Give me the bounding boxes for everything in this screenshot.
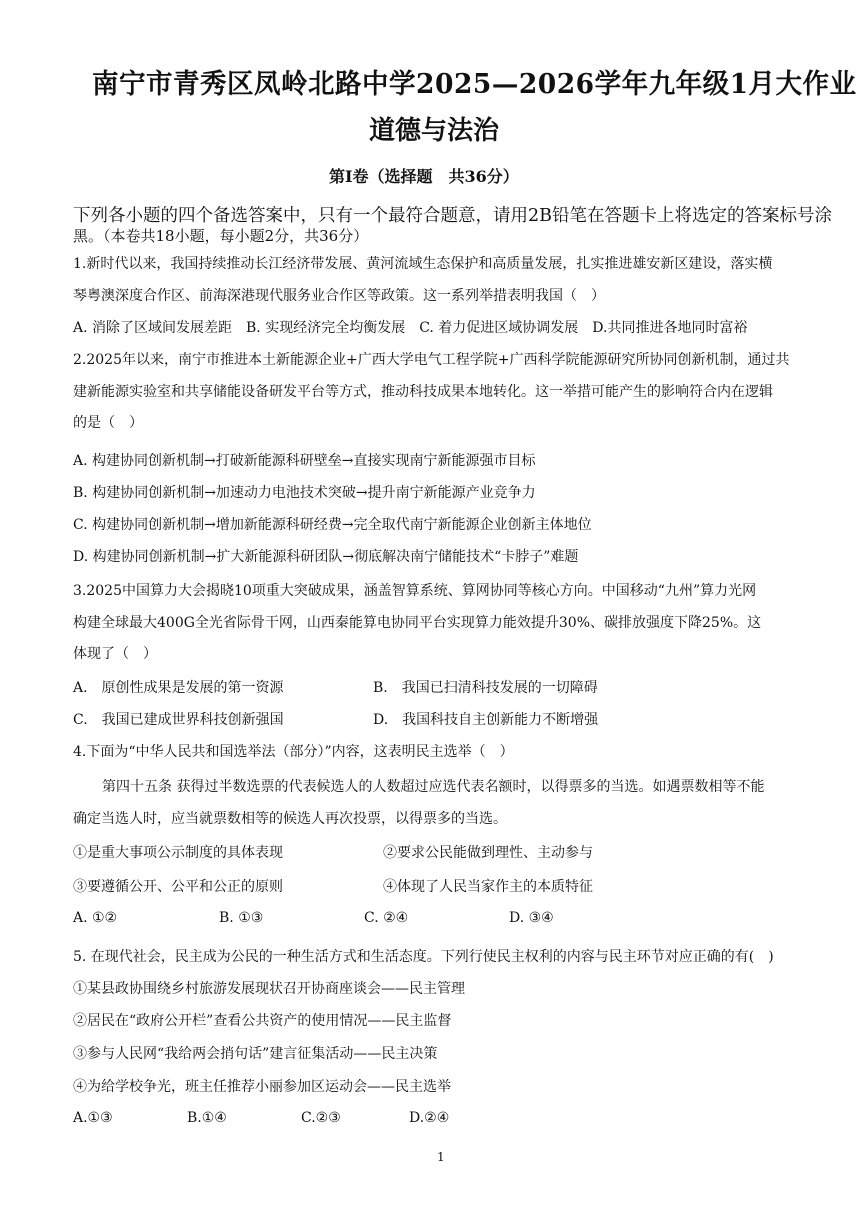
question-5-option-a: A.①③ <box>73 1110 113 1126</box>
question-4-option-d: D. ③④ <box>509 910 554 926</box>
question-4-quote: 确定当选人时，应当就票数相等的候选人再次投票，以得票多的当选。 <box>73 811 507 827</box>
question-4-item: ①是重大事项公示制度的具体表现 <box>73 845 283 861</box>
question-5-option-d: D.②④ <box>409 1110 450 1126</box>
question-1-text: 1.新时代以来，我国持续推动长江经济带发展、黄河流域生态保护和高质量发展，扎实推进雄安新区建设，落实横 <box>73 256 773 272</box>
question-5-item: ②居民在“政府公开栏”查看公共资产的使用情况——民主监督 <box>73 1013 452 1029</box>
question-4-item: ③要遵循公开、公平和公正的原则 <box>73 879 283 895</box>
question-3-text: 构建全球最大400G全光省际骨干网，山西秦能算电协同平台实现算力能效提升30%、碳排放强度下降25%。这 <box>73 615 762 631</box>
question-4-option-a: A. ①② <box>73 910 118 926</box>
question-4-option-b: B. ①③ <box>219 910 264 926</box>
question-2-text: 的是（ ） <box>73 415 143 431</box>
question-4-option-c: C. ②④ <box>364 910 409 926</box>
page-number: 1 <box>437 1150 445 1164</box>
question-2-option-a: A. 构建协同创新机制→打破新能源科研壁垒→直接实现南宁新能源强市目标 <box>73 453 536 469</box>
question-3-text: 3.2025中国算力大会揭晓10项重大突破成果，涵盖智算系统、算网协同等核心方向。中国移动“九州”算力光网 <box>73 583 757 599</box>
question-4-quote: 第四十五条 获得过半数选票的代表候选人的人数超过应选代表名额时，以得票多的当选。如遇票数相等不能 <box>102 779 765 795</box>
question-2-text: 建新能源实验室和共享储能设备研发平台等方式，推动科技成果本地转化。这一举措可能产生的影响符合内在逻辑 <box>73 384 773 400</box>
question-3-option-b: B. 我国已扫清科技发展的一切障碍 <box>373 680 598 696</box>
intro-line: 黑。（本卷共18小题，每小题2分，共36分） <box>73 227 369 245</box>
question-4-text: 4.下面为“中华人民共和国选举法（部分）”内容，这表明民主选举（ ） <box>73 744 514 760</box>
question-1-options: A. 消除了区域间发展差距 B. 实现经济完全均衡发展 C. 着力促进区域协调发展 D.共同推进各地同时富裕 <box>73 320 748 336</box>
intro-line: 下列各小题的四个备选答案中，只有一个最符合题意，请用2B铅笔在答题卡上将选定的答案标号涂 <box>73 206 832 226</box>
question-5-option-c: C.②③ <box>301 1110 341 1126</box>
question-5-text: 5. 在现代社会，民主成为公民的一种生活方式和生活态度。下列行使民主权利的内容与民主环节对应正确的有( ) <box>73 949 774 965</box>
question-2-option-d: D. 构建协同创新机制→扩大新能源科研团队→彻底解决南宁储能技术“卡脖子”难题 <box>73 549 579 565</box>
question-3-option-a: A. 原创性成果是发展的第一资源 <box>73 680 284 696</box>
question-5-item: ③参与人民网“我给两会捎句话”建言征集活动——民主决策 <box>73 1046 438 1062</box>
subject-title: 道德与法治 <box>369 116 500 146</box>
question-2-option-b: B. 构建协同创新机制→加速动力电池技术突破→提升南宁新能源产业竞争力 <box>73 485 536 501</box>
question-2-text: 2.2025年以来，南宁市推进本土新能源企业+广西大学电气工程学院+广西科学院能源研究所协同创新机制，通过共 <box>73 352 790 368</box>
exam-title: 南宁市青秀区凤岭北路中学2025—2026学年九年级1月大作业 <box>92 69 857 100</box>
question-5-item: ④为给学校争光，班主任推荐小丽参加区运动会——民主选举 <box>73 1079 451 1095</box>
question-4-item: ④体现了人民当家作主的本质特征 <box>383 879 593 895</box>
question-3-text: 体现了（ ） <box>73 646 157 662</box>
question-5-option-b: B.①④ <box>187 1110 227 1126</box>
section-heading: 第Ⅰ卷（选择题 共36分） <box>329 167 519 186</box>
question-3-option-c: C. 我国已建成世界科技创新强国 <box>73 712 284 728</box>
question-1-text: 琴粤澳深度合作区、前海深港现代服务业合作区等政策。这一系列举措表明我国（ ） <box>73 288 605 304</box>
question-3-option-d: D. 我国科技自主创新能力不断增强 <box>373 712 599 728</box>
question-2-option-c: C. 构建协同创新机制→增加新能源科研经费→完全取代南宁新能源企业创新主体地位 <box>73 517 592 533</box>
question-4-item: ②要求公民能做到理性、主动参与 <box>383 845 593 861</box>
question-5-item: ①某县政协围绕乡村旅游发展现状召开协商座谈会——民主管理 <box>73 981 465 997</box>
